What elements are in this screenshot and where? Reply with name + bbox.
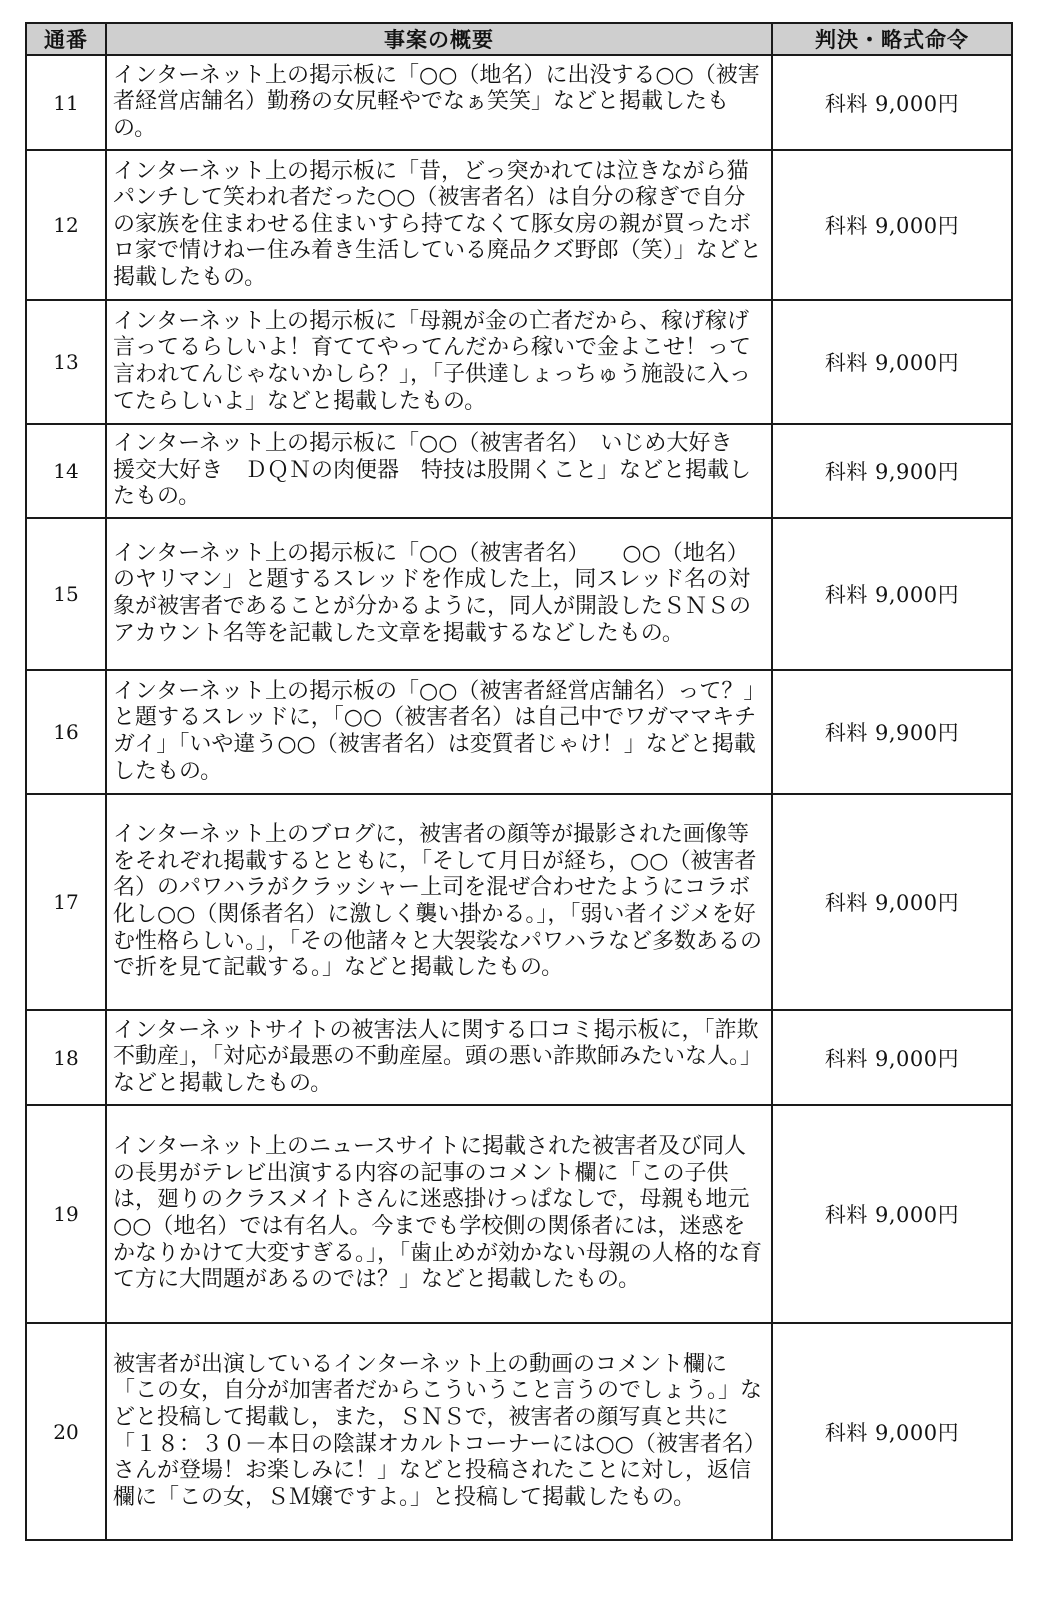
row-number: 20 (26, 1323, 106, 1540)
table-row (26, 518, 1012, 670)
row-summary: インターネット上の掲示板に「○○（地名）に出没する○○（被害者経営店舗名）勤務の女尻軽やでなぁ笑笑」などと掲載したもの。 (106, 55, 772, 150)
row-judgment: 科料 9,000円 (772, 1010, 1012, 1105)
table-row (26, 424, 1012, 518)
row-judgment: 科料 9,000円 (772, 300, 1012, 424)
row-number: 17 (26, 794, 106, 1010)
table-row (26, 300, 1012, 424)
table-row (26, 55, 1012, 150)
row-summary: インターネット上の掲示板に「昔，どっ突かれては泣きながら猫パンチして笑われ者だった○○（被害者名）は自分の稼ぎで自分の家族を住まわせる住まいすら持てなくて豚女房の親が買ったボロ家で情けねー住み着き生活している廃品クズ野郎（笑）」などと掲載したもの。 (106, 150, 772, 300)
row-number: 19 (26, 1105, 106, 1323)
row-judgment: 科料 9,900円 (772, 670, 1012, 794)
table-row (26, 150, 1012, 300)
case-table (25, 22, 1013, 1541)
row-number: 14 (26, 424, 106, 518)
row-number: 11 (26, 55, 106, 150)
row-number: 12 (26, 150, 106, 300)
row-number: 15 (26, 518, 106, 670)
row-judgment: 科料 9,000円 (772, 150, 1012, 300)
header-row (26, 23, 1012, 55)
table-row (26, 1323, 1012, 1540)
table-row (26, 794, 1012, 1010)
row-summary: インターネット上の掲示板に「○○（被害者名） いじめ大好き 援交大好き ＤＱＮの肉便器 特技は股開くこと」などと掲載したもの。 (106, 424, 772, 518)
row-number: 13 (26, 300, 106, 424)
row-summary: インターネットサイトの被害法人に関する口コミ掲示板に，「詐欺不動産」，「対応が最悪の不動産屋。頭の悪い詐欺師みたいな人。」などと掲載したもの。 (106, 1010, 772, 1105)
header-number: 通番 (26, 23, 106, 55)
table-row (26, 1105, 1012, 1323)
row-number: 16 (26, 670, 106, 794)
row-summary: インターネット上のニュースサイトに掲載された被害者及び同人の長男がテレビ出演する内容の記事のコメント欄に「この子供は，廻りのクラスメイトさんに迷惑掛けっぱなしで，母親も地元○○（地名）では有名人。今までも学校側の関係者には，迷惑をかなりかけて大変すぎる。」，「歯止めが効かない母親の人格的な育て方に大問題があるのでは？」などと掲載したもの。 (106, 1105, 772, 1323)
header-summary: 事案の概要 (106, 23, 772, 55)
row-summary: 被害者が出演しているインターネット上の動画のコメント欄に「この女，自分が加害者だからこういうこと言うのでしょう。」などと投稿して掲載し，また，ＳＮＳで，被害者の顔写真と共に「１８：３０－本日の陰謀オカルトコーナーには○○（被害者名）さんが登場！お楽しみに！」などと投稿されたことに対し，返信欄に「この女，ＳＭ嬢ですよ。」と投稿して掲載したもの。 (106, 1323, 772, 1540)
row-number: 18 (26, 1010, 106, 1105)
header-judgment: 判決・略式命令 (772, 23, 1012, 55)
table-row (26, 670, 1012, 794)
table-body (26, 55, 1012, 1540)
row-judgment: 科料 9,000円 (772, 518, 1012, 670)
row-judgment: 科料 9,000円 (772, 794, 1012, 1010)
row-judgment: 科料 9,000円 (772, 1105, 1012, 1323)
row-summary: インターネット上の掲示板に「○○（被害者名） ○○（地名）のヤリマン」と題するスレッドを作成した上，同スレッド名の対象が被害者であることが分かるように，同人が開設したＳＮＳのアカウント名等を記載した文章を掲載するなどしたもの。 (106, 518, 772, 670)
table-row (26, 1010, 1012, 1105)
row-judgment: 科料 9,000円 (772, 1323, 1012, 1540)
row-summary: インターネット上の掲示板の「○○（被害者経営店舗名）って？」と題するスレッドに，「○○（被害者名）は自己中でワガママキチガイ」「いや違う○○（被害者名）は変質者じゃけ！」などと掲載したもの。 (106, 670, 772, 794)
row-summary: インターネット上の掲示板に「母親が金の亡者だから、稼げ稼げ言ってるらしいよ！育ててやってんだから稼いで金よこせ！って言われてんじゃないかしら？」，「子供達しょっちゅう施設に入ってたらしいよ」などと掲載したもの。 (106, 300, 772, 424)
row-summary: インターネット上のブログに，被害者の顔等が撮影された画像等をそれぞれ掲載するとともに，「そして月日が経ち，○○（被害者名）のパワハラがクラッシャー上司を混ぜ合わせたようにコラボ化し○○（関係者名）に激しく襲い掛かる。」，「弱い者イジメを好む性格らしい。」，「その他諸々と大袈裟なパワハラなど多数あるので折を見て記載する。」などと掲載したもの。 (106, 794, 772, 1010)
table-header (26, 23, 1012, 55)
row-judgment: 科料 9,000円 (772, 55, 1012, 150)
row-judgment: 科料 9,900円 (772, 424, 1012, 518)
